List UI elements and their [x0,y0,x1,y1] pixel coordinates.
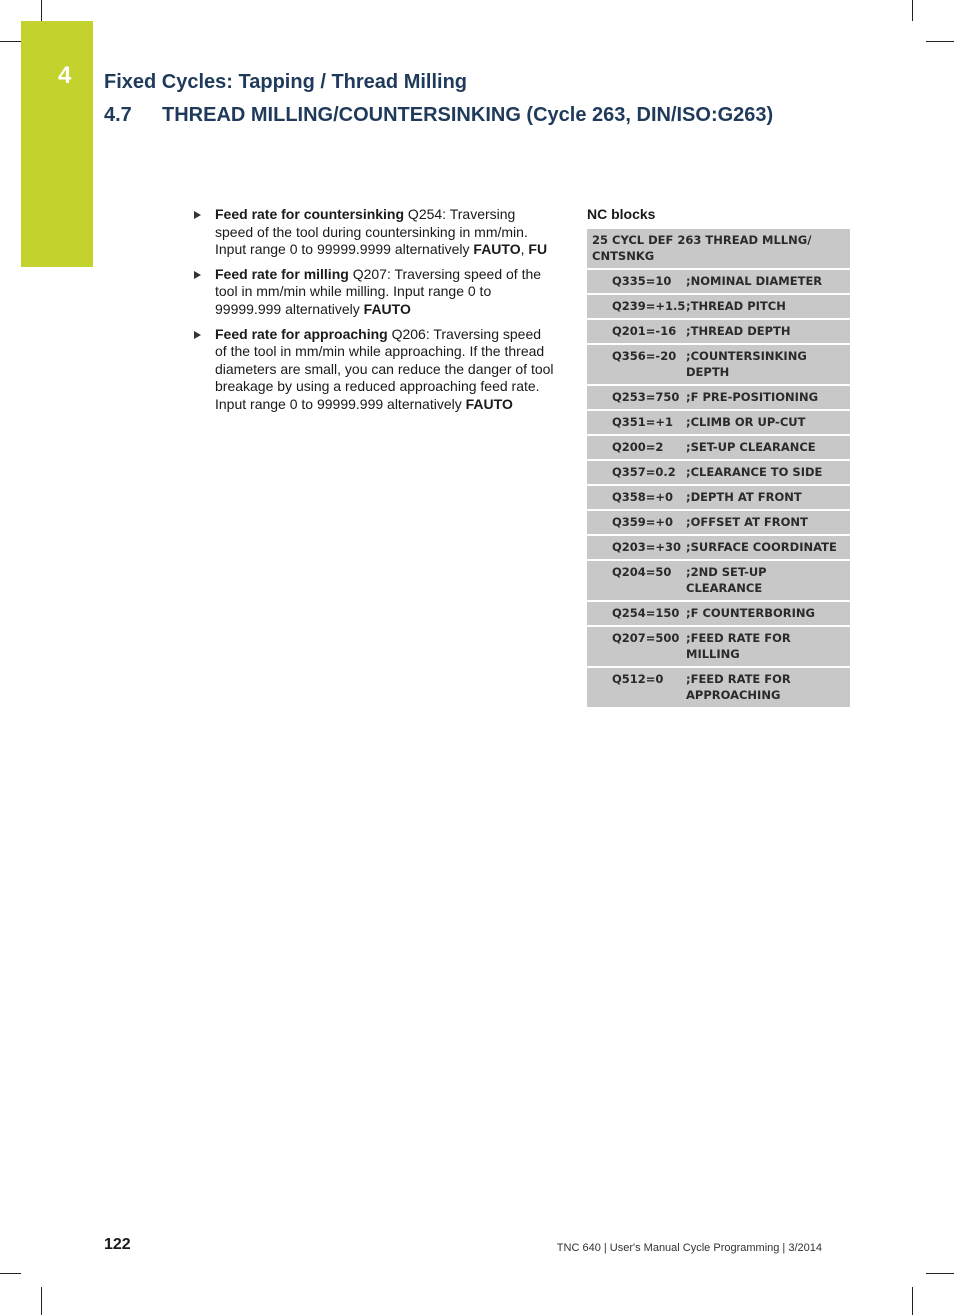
parameter-name: Feed rate for countersinking [215,206,405,222]
q-param: Q239=+1.5 [587,294,686,319]
table-row [587,535,850,560]
q-param: Q207=500 [587,626,686,667]
crop-mark [0,41,21,42]
parameter-text: Q254: Traversing speed of the tool during countersinking in mm/min. Input range 0 to 99999.9999 alternatively [215,206,528,258]
table-row [587,667,850,708]
table-row [587,560,850,601]
table-row [587,435,850,460]
crop-mark [912,0,913,21]
bullet-triangle-icon [194,211,201,219]
separator: , [520,241,529,258]
bullet-triangle-icon [194,331,201,339]
nc-header-cell: 25 CYCL DEF 263 THREAD MLLNG/ CNTSNKG [587,229,850,269]
q-comment: ;FEED RATE FOR APPROACHING [686,667,850,708]
q-param: Q200=2 [587,435,686,460]
q-param: Q201=-16 [587,319,686,344]
crop-mark [912,1287,913,1315]
q-comment: ;FEED RATE FOR MILLING [686,626,850,667]
nc-blocks-heading: NC blocks [587,206,656,222]
chapter-tab [21,21,93,267]
q-param: Q253=750 [587,385,686,410]
crop-mark [41,1287,42,1315]
parameter-item [194,326,554,414]
q-comment: ;F COUNTERBORING [686,601,850,626]
q-comment: ;CLIMB OR UP-CUT [686,410,850,435]
footer-text: TNC 640 | User's Manual Cycle Programming | 3/2014 [556,1242,822,1254]
page-number: 122 [104,1236,131,1253]
q-comment: ;CLEARANCE TO SIDE [686,460,850,485]
crop-mark [926,41,954,42]
table-row [587,410,850,435]
q-comment: ;THREAD PITCH [686,294,850,319]
table-row [587,269,850,294]
q-param: Q358=+0 [587,485,686,510]
q-param: Q357=0.2 [587,460,686,485]
q-param: Q335=10 [587,269,686,294]
q-param: Q204=50 [587,560,686,601]
table-row [587,385,850,410]
parameter-name: Feed rate for milling [215,265,349,282]
table-row [587,510,850,535]
section-number: 4.7 [104,104,132,126]
crop-mark [0,1273,21,1274]
parameter-text: Q206: Traversing speed of the tool in mm/min while approaching. If the thread diameters are small, you can reduce the danger of tool breakage by using a reduced approaching feed rate. Input range 0 to 99999.999 alternatively [215,325,554,412]
q-comment: ;2ND SET-UP CLEARANCE [686,560,850,601]
crop-mark [41,0,42,21]
table-row [587,294,850,319]
chapter-title: Fixed Cycles: Tapping / Thread Milling [104,71,468,93]
q-comment: ;DEPTH AT FRONT [686,485,850,510]
q-param: Q203=+30 [587,535,686,560]
chapter-number: 4 [58,62,72,89]
parameter-text: Q207: Traversing speed of the tool in mm/min while milling. Input range 0 to 99999.999 alternatively [215,265,542,317]
keyword: FAUTO [363,300,411,317]
keyword: FU [528,241,548,258]
nc-header-row [587,229,850,269]
q-param: Q512=0 [587,667,686,708]
nc-blocks-table [587,229,850,709]
parameter-item [194,206,554,259]
table-row [587,485,850,510]
parameter-item [194,266,554,319]
q-param: Q356=-20 [587,344,686,385]
q-comment: ;COUNTERSINKING DEPTH [686,344,850,385]
q-comment: ;SET-UP CLEARANCE [686,435,850,460]
section-title: THREAD MILLING/COUNTERSINKING (Cycle 263, DIN/ISO:G263) [162,104,774,126]
q-comment: ;F PRE-POSITIONING [686,385,850,410]
q-param: Q359=+0 [587,510,686,535]
q-param: Q351=+1 [587,410,686,435]
table-row [587,601,850,626]
parameter-name: Feed rate for approaching [215,325,388,342]
table-row [587,626,850,667]
q-param: Q254=150 [587,601,686,626]
table-row [587,319,850,344]
table-row [587,344,850,385]
keyword: FAUTO [473,241,521,258]
q-comment: ;NOMINAL DIAMETER [686,269,850,294]
parameter-list [194,206,554,421]
q-comment: ;SURFACE COORDINATE [686,535,850,560]
table-row [587,460,850,485]
keyword: FAUTO [465,395,513,412]
q-comment: ;THREAD DEPTH [686,319,850,344]
bullet-triangle-icon [194,271,201,279]
q-comment: ;OFFSET AT FRONT [686,510,850,535]
crop-mark [926,1273,954,1274]
